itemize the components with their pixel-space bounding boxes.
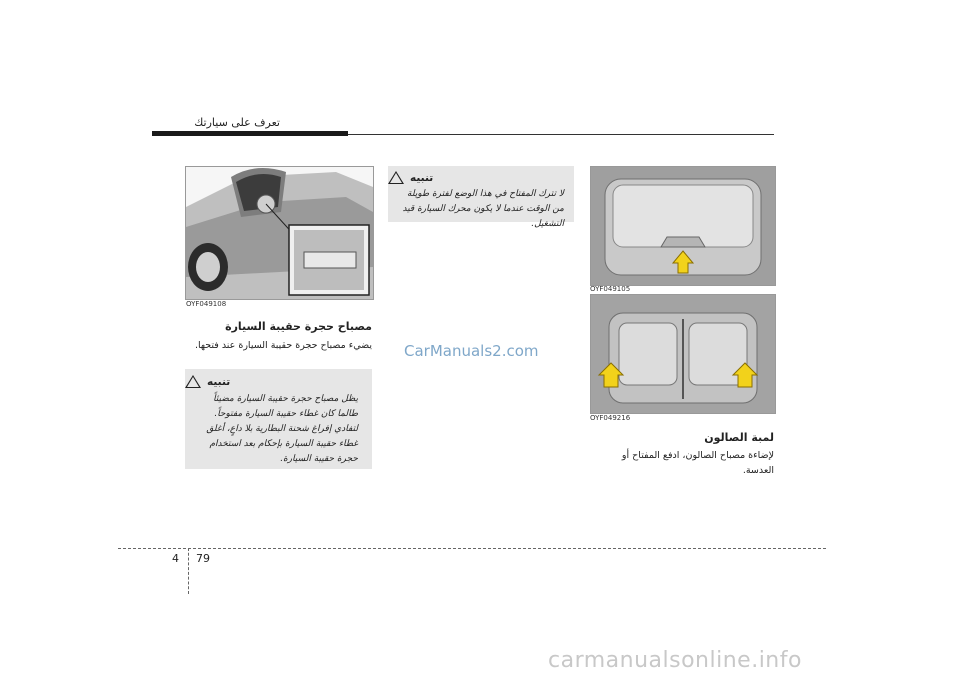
dome-lamp-illustration-b bbox=[591, 295, 775, 413]
chapter-number: 4 bbox=[172, 552, 179, 565]
trunk-section-text: يضيء مصباح حجرة حقيبة السيارة عند فتحها. bbox=[194, 340, 372, 351]
middle-caution-header bbox=[388, 166, 574, 187]
dome-lamp-illustration-a bbox=[591, 167, 775, 285]
trunk-photo bbox=[185, 166, 374, 300]
site-watermark: CarManuals2.com bbox=[404, 342, 539, 360]
section-header-title: تعرف على سيارتك bbox=[194, 116, 280, 129]
trunk-illustration bbox=[186, 167, 373, 299]
trunk-photo-code: OYF049108 bbox=[186, 300, 227, 308]
page-number: 79 bbox=[196, 552, 210, 565]
dome-lamp-photo-a bbox=[590, 166, 776, 286]
middle-caution-box bbox=[388, 166, 574, 229]
trunk-caution-title: تنبيه bbox=[207, 375, 231, 388]
vanity-section-title: لمبة الصالون bbox=[704, 431, 774, 444]
footer-divider bbox=[188, 548, 189, 594]
trunk-caution-header bbox=[185, 369, 372, 392]
vanity-section-text: لإضاءة مصباح الصالون، ادفع المفتاح أو العدسة. bbox=[621, 450, 774, 476]
photo-b-code: OYF049216 bbox=[590, 414, 631, 422]
trunk-section-title: مصباح حجرة حقيبة السيارة bbox=[225, 320, 372, 333]
header-bar bbox=[152, 131, 348, 136]
trunk-caution-text: يظل مصباح حجرة حقيبة السيارة مضيئاً طالما كان غطاء حقيبة السيارة مفتوحاً. لتفادي إفراغ شحنة البطارية بلا داعٍ، أغلق غطاء حقيبة السيارة بإحكام بعد استخدام حجرة حقيبة السيارة. bbox=[206, 394, 358, 464]
warning-triangle-icon: ! bbox=[185, 375, 201, 388]
middle-caution-title: تنبيه bbox=[410, 171, 434, 184]
footer-rule bbox=[118, 548, 826, 549]
dome-lamp-photo-b bbox=[590, 294, 776, 414]
warning-triangle-icon: ! bbox=[388, 171, 404, 184]
footer-watermark: carmanualsonline.info bbox=[548, 648, 802, 673]
photo-a-code: OYF049105 bbox=[590, 285, 631, 293]
middle-caution-text: لا تترك المفتاح في هذا الوضع لفترة طويلة من الوقت عندما لا يكون محرك السيارة قيد التشغيل. bbox=[402, 189, 564, 229]
trunk-caution-box bbox=[185, 369, 372, 469]
